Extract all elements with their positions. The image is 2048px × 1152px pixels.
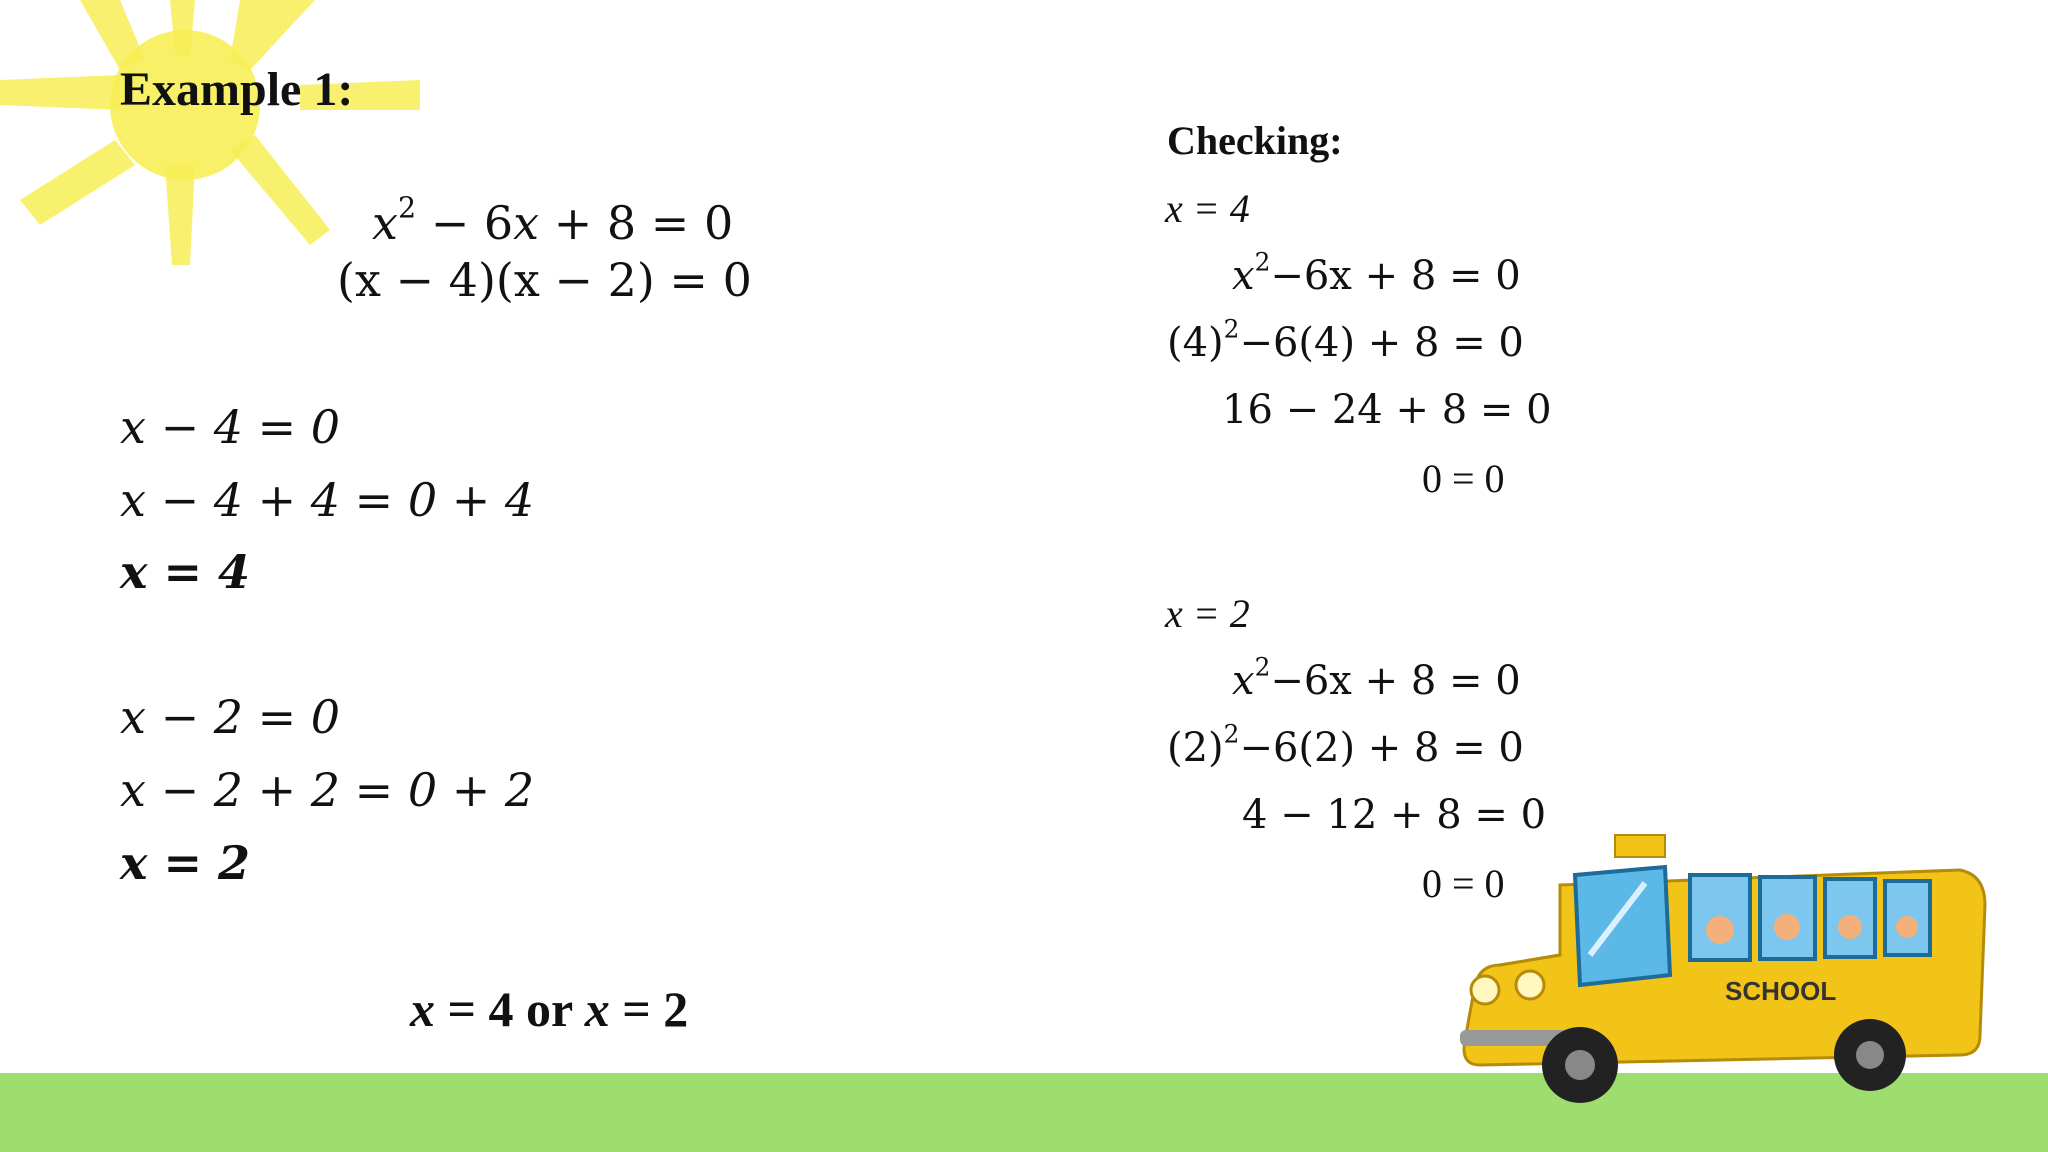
check-b-line1: $x^2-6x + 8 = 0$ (1232, 652, 1521, 704)
check-b-line4: 0 = 0 (1422, 861, 1505, 906)
factored-equation: (x − 4)(x − 2) = 0 (337, 253, 752, 307)
slide-title: Example 1: (120, 63, 354, 116)
quadratic-equation: $x^2 - 6x + 8 = 0$ (372, 191, 734, 250)
check-a-label: x = 4 (1165, 186, 1250, 231)
check-a-line3: 16 − 24 + 8 = 0 (1222, 387, 1552, 433)
final-answer: x = 4 or x = 2 (410, 981, 689, 1037)
school-bus-icon (1440, 815, 2000, 1115)
result-a: x = 4 (120, 545, 251, 599)
step-b2: x − 2 + 2 = 0 + 2 (120, 763, 535, 817)
checking-title: Checking: (1167, 118, 1343, 163)
svg-text:SCHOOL: SCHOOL (1725, 976, 1837, 1006)
check-a-line2: $(4)^2-6(4) + 8 = 0$ (1167, 314, 1524, 366)
check-b-line2: $(2)^2-6(2) + 8 = 0$ (1167, 719, 1524, 771)
result-b: x = 2 (120, 836, 251, 890)
step-b1: x − 2 = 0 (120, 690, 341, 744)
check-a-line4: 0 = 0 (1422, 456, 1505, 501)
step-a2: x − 4 + 4 = 0 + 4 (120, 473, 535, 527)
check-a-line1: $x^2-6x + 8 = 0$ (1232, 247, 1521, 299)
check-b-line3: 4 − 12 + 8 = 0 (1242, 792, 1547, 838)
check-b-label: x = 2 (1165, 591, 1250, 636)
step-a1: x − 4 = 0 (120, 400, 341, 454)
